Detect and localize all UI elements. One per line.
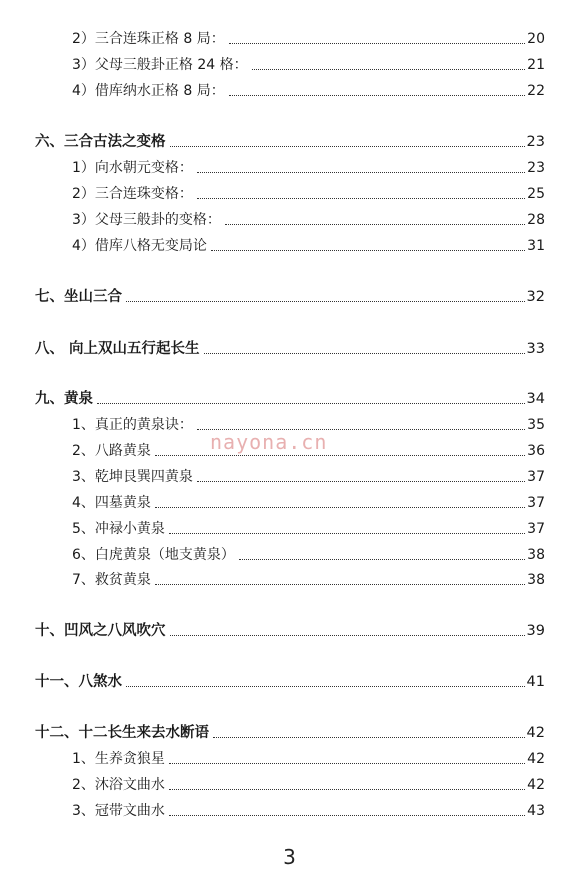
toc-entry-page: 37	[527, 495, 545, 511]
toc-leader	[197, 481, 525, 482]
toc-entry-title: 1、生养贪狼星	[72, 751, 165, 767]
toc-entry[interactable]	[72, 181, 545, 203]
toc-section[interactable]	[35, 720, 545, 742]
toc-entry-page: 36	[527, 443, 545, 459]
toc-entry[interactable]	[72, 52, 545, 74]
toc-entry-title: 6、白虎黄泉（地支黄泉）	[72, 547, 235, 563]
toc-entry[interactable]	[72, 490, 545, 512]
toc-entry[interactable]	[72, 798, 545, 820]
toc-entry-title: 3）父母三般卦正格 24 格：	[72, 57, 248, 73]
toc-section[interactable]	[35, 669, 545, 691]
toc-section-page: 41	[526, 674, 545, 690]
toc-section-page: 34	[526, 391, 545, 407]
toc-leader	[197, 172, 525, 173]
toc-leader	[252, 69, 526, 70]
toc-leader	[155, 584, 525, 585]
toc-entry-page: 25	[527, 186, 545, 202]
toc-entry-page: 43	[527, 803, 545, 819]
toc-entry-title: 3、冠带文曲水	[72, 803, 165, 819]
toc-entry-title: 2）三合连珠变格：	[72, 186, 193, 202]
watermark: nayona.cn	[210, 430, 328, 454]
toc-entry[interactable]	[72, 233, 545, 255]
toc-leader	[169, 815, 525, 816]
toc-entry-title: 3、乾坤艮巽四黄泉	[72, 469, 193, 485]
toc-entry-page: 42	[527, 751, 545, 767]
toc-section[interactable]	[35, 284, 545, 306]
toc-leader	[126, 301, 525, 302]
toc-leader	[229, 43, 525, 44]
toc-entry[interactable]	[72, 155, 545, 177]
toc-section-title: 八、 向上双山五行起长生	[35, 341, 200, 357]
toc-entry-page: 23	[527, 160, 545, 176]
toc-section-page: 23	[526, 134, 545, 150]
toc-entry[interactable]	[72, 542, 545, 564]
toc-entry-page: 38	[527, 547, 545, 563]
toc-entry[interactable]	[72, 772, 545, 794]
toc-section-page: 42	[526, 725, 545, 741]
toc-leader	[204, 353, 525, 354]
toc-section-page: 32	[526, 289, 545, 305]
toc-entry-page: 28	[527, 212, 545, 228]
toc-leader	[169, 533, 525, 534]
toc-entry[interactable]	[72, 516, 545, 538]
toc-entry-page: 38	[527, 572, 545, 588]
toc-leader	[126, 686, 525, 687]
toc-entry-title: 2）三合连珠正格 8 局：	[72, 31, 225, 47]
toc-leader	[155, 507, 525, 508]
toc-entry-page: 37	[527, 521, 545, 537]
toc-entry-page: 22	[527, 83, 545, 99]
toc-entry-page: 42	[527, 777, 545, 793]
toc-leader	[169, 763, 525, 764]
toc-leader	[239, 559, 525, 560]
toc-section[interactable]	[35, 618, 545, 640]
toc-entry-page: 31	[527, 238, 545, 254]
toc-entry-title: 4）借库纳水正格 8 局：	[72, 83, 225, 99]
toc-leader	[97, 403, 525, 404]
toc-entry[interactable]	[72, 26, 545, 48]
toc-section-title: 十一、八煞水	[35, 674, 122, 690]
toc-section-title: 七、坐山三合	[35, 289, 122, 305]
toc-section[interactable]	[35, 336, 545, 358]
toc-leader	[197, 198, 525, 199]
toc-section[interactable]	[35, 386, 545, 408]
toc-entry-title: 4、四墓黄泉	[72, 495, 151, 511]
toc-leader	[169, 789, 525, 790]
toc-leader	[170, 146, 525, 147]
toc-entry[interactable]	[72, 207, 545, 229]
toc-entry[interactable]	[72, 464, 545, 486]
toc-entry[interactable]	[72, 746, 545, 768]
toc-section-title: 十二、十二长生来去水断语	[35, 725, 209, 741]
toc-section-title: 九、黄泉	[35, 391, 93, 407]
toc-section-page: 33	[526, 341, 545, 357]
toc-leader	[225, 224, 525, 225]
toc-entry[interactable]	[72, 567, 545, 589]
toc-section-title: 十、凹风之八风吹穴	[35, 623, 166, 639]
toc-entry-title: 2、八路黄泉	[72, 443, 151, 459]
toc-entry-title: 4）借库八格无变局论	[72, 238, 207, 254]
toc-entry-title: 5、冲禄小黄泉	[72, 521, 165, 537]
toc-leader	[213, 737, 525, 738]
toc-leader	[170, 635, 525, 636]
toc-entry-title: 1、真正的黄泉诀：	[72, 417, 193, 433]
toc-entry[interactable]	[72, 78, 545, 100]
toc-entry-title: 1）向水朝元变格：	[72, 160, 193, 176]
toc-entry-page: 37	[527, 469, 545, 485]
toc-section-page: 39	[526, 623, 545, 639]
toc-entry-title: 2、沐浴文曲水	[72, 777, 165, 793]
toc-entry-title: 7、救贫黄泉	[72, 572, 151, 588]
toc-leader	[155, 455, 525, 456]
toc-leader	[229, 95, 525, 96]
toc-leader	[211, 250, 525, 251]
toc-entry-page: 21	[527, 57, 545, 73]
toc-entry-title: 3）父母三般卦的变格：	[72, 212, 221, 228]
toc-section-title: 六、三合古法之变格	[35, 134, 166, 150]
toc-entry-page: 35	[527, 417, 545, 433]
toc-entry-page: 20	[527, 31, 545, 47]
toc-section[interactable]	[35, 129, 545, 151]
page-number: 3	[283, 845, 296, 869]
